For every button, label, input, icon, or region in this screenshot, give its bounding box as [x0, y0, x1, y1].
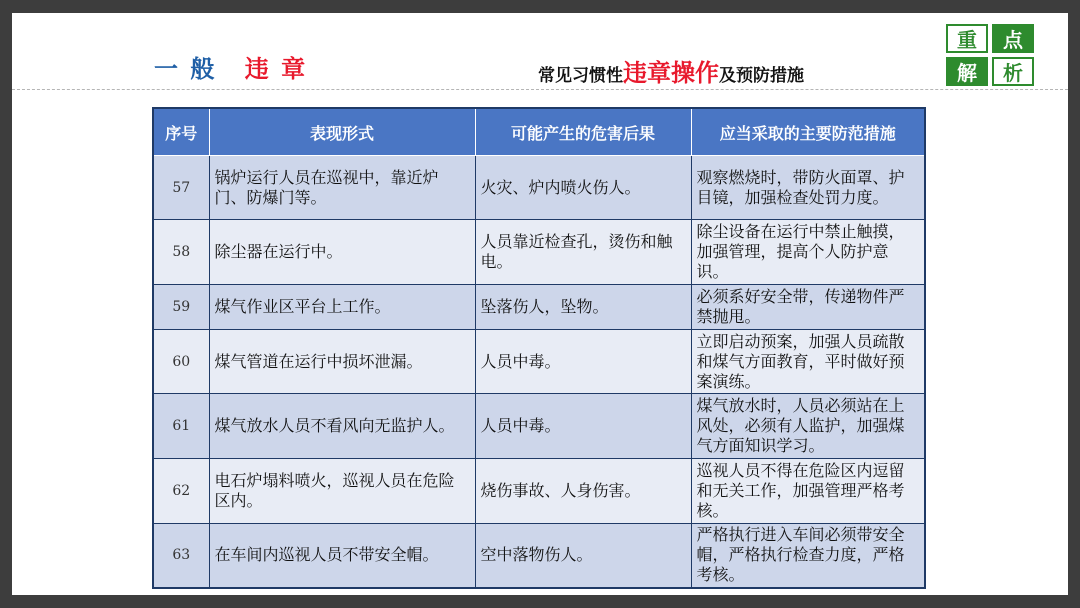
header-number: 序号 — [153, 108, 209, 156]
row-form: 电石炉塌料喷火，巡视人员在危险区内。 — [209, 459, 475, 524]
subtitle-highlight: 违章操作 — [623, 59, 719, 87]
row-harm: 火灾、炉内喷火伤人。 — [475, 156, 691, 220]
badge-char-4: 析 — [992, 57, 1034, 86]
row-number: 60 — [153, 330, 209, 394]
row-number: 63 — [153, 524, 209, 588]
table-row — [153, 156, 925, 220]
row-number: 57 — [153, 156, 209, 220]
row-measure: 巡视人员不得在危险区内逗留和无关工作，加强管理严格考核。 — [691, 459, 925, 524]
row-form: 煤气管道在运行中损坏泄漏。 — [209, 330, 475, 394]
row-number: 61 — [153, 394, 209, 459]
section-title — [154, 49, 307, 84]
row-measure: 除尘设备在运行中禁止触摸，加强管理，提高个人防护意识。 — [691, 220, 925, 285]
header-form: 表现形式 — [209, 108, 475, 156]
row-form: 除尘器在运行中。 — [209, 220, 475, 285]
row-form: 在车间内巡视人员不带安全帽。 — [209, 524, 475, 588]
table-row — [153, 459, 925, 524]
row-number: 62 — [153, 459, 209, 524]
table-row — [153, 330, 925, 394]
page-subtitle — [538, 53, 804, 88]
row-form: 煤气放水人员不看风向无监护人。 — [209, 394, 475, 459]
table-row — [153, 394, 925, 459]
row-harm: 烧伤事故、人身伤害。 — [475, 459, 691, 524]
row-harm: 人员中毒。 — [475, 330, 691, 394]
row-number: 59 — [153, 285, 209, 330]
header-divider — [12, 89, 1068, 90]
row-harm: 空中落物伤人。 — [475, 524, 691, 588]
badge-char-1: 重 — [946, 24, 988, 53]
row-harm: 人员中毒。 — [475, 394, 691, 459]
slide — [12, 13, 1068, 595]
table-header-row — [153, 108, 925, 156]
section-title-part2: 违 章 — [244, 55, 308, 83]
table-row — [153, 285, 925, 330]
table-row — [153, 524, 925, 588]
key-analysis-badge — [946, 24, 1034, 86]
row-harm: 人员靠近检查孔，烫伤和触电。 — [475, 220, 691, 285]
header-measure: 应当采取的主要防范措施 — [691, 108, 925, 156]
subtitle-prefix: 常见习惯性 — [538, 66, 623, 86]
section-title-part1: 一 般 — [154, 55, 217, 83]
row-harm: 坠落伤人，坠物。 — [475, 285, 691, 330]
row-form: 煤气作业区平台上工作。 — [209, 285, 475, 330]
row-measure: 严格执行进入车间必须带安全帽，严格执行检查力度，严格考核。 — [691, 524, 925, 588]
violations-table — [152, 107, 926, 589]
badge-char-2: 点 — [992, 24, 1034, 53]
subtitle-suffix: 及预防措施 — [719, 66, 804, 86]
row-measure: 煤气放水时，人员必须站在上风处，必须有人监护，加强煤气方面知识学习。 — [691, 394, 925, 459]
row-measure: 立即启动预案，加强人员疏散和煤气方面教育，平时做好预案演练。 — [691, 330, 925, 394]
row-form: 锅炉运行人员在巡视中，靠近炉门、防爆门等。 — [209, 156, 475, 220]
row-measure: 必须系好安全带，传递物件严禁抛甩。 — [691, 285, 925, 330]
table-row — [153, 220, 925, 285]
badge-char-3: 解 — [946, 57, 988, 86]
row-measure: 观察燃烧时，带防火面罩、护目镜，加强检查处罚力度。 — [691, 156, 925, 220]
header-harm: 可能产生的危害后果 — [475, 108, 691, 156]
row-number: 58 — [153, 220, 209, 285]
